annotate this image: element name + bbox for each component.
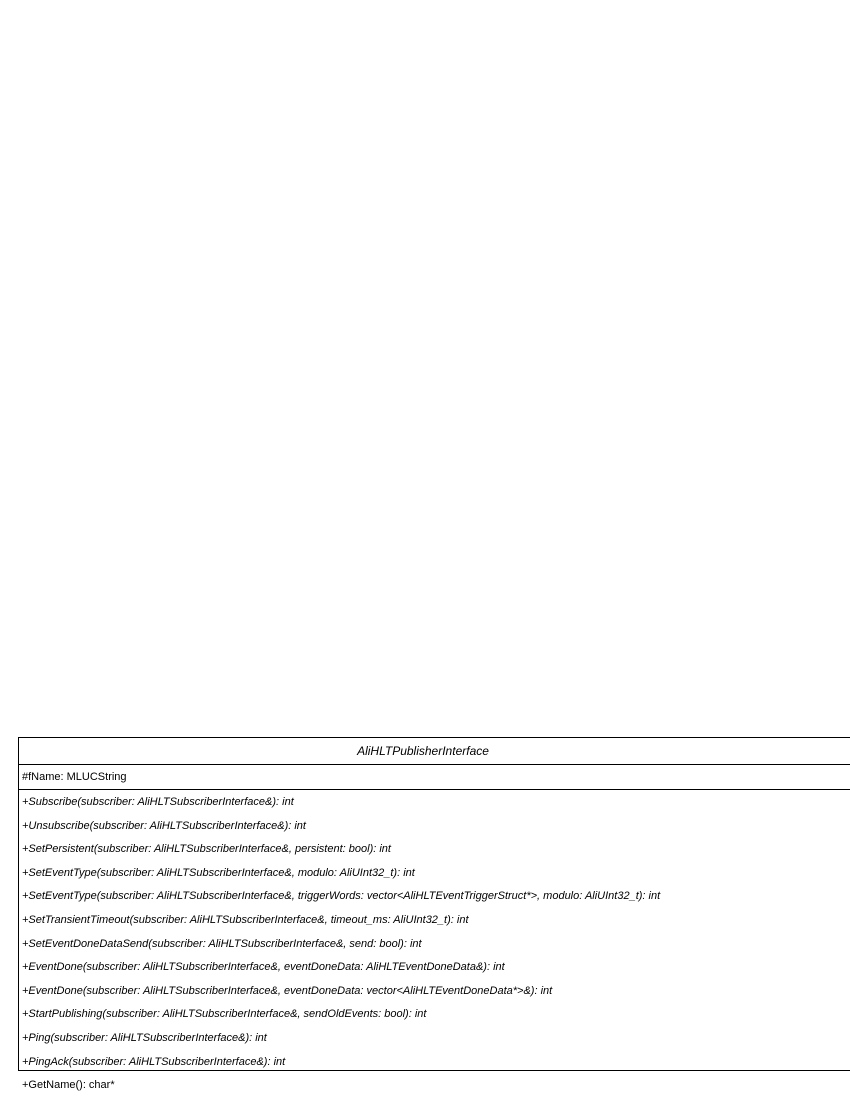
- class-name: AliHLTPublisherInterface: [19, 738, 850, 765]
- operation-row: +SetTransientTimeout(subscriber: AliHLTSubscriberInterface&, timeout_ms: AliUInt32_t): int: [22, 913, 469, 926]
- operation-row: +EventDone(subscriber: AliHLTSubscriberInterface&, eventDoneData: vector<AliHLTEventDoneData*>&): int: [22, 984, 553, 997]
- operation-row: +GetName(): char*: [22, 1079, 115, 1092]
- operations-compartment: [19, 790, 850, 1098]
- operation-row: +Unsubscribe(subscriber: AliHLTSubscriberInterface&): int: [22, 819, 306, 832]
- operation-row: +Ping(subscriber: AliHLTSubscriberInterface&): int: [22, 1031, 267, 1044]
- operation-row: +SetPersistent(subscriber: AliHLTSubscriberInterface&, persistent: bool): int: [22, 843, 391, 856]
- operation-row: +PingAck(subscriber: AliHLTSubscriberInterface&): int: [22, 1055, 286, 1068]
- uml-class-box: [18, 737, 850, 1092]
- operation-row: +SetEventDoneDataSend(subscriber: AliHLTSubscriberInterface&, send: bool): int: [22, 937, 422, 950]
- operation-row: +SetEventType(subscriber: AliHLTSubscriberInterface&, modulo: AliUInt32_t): int: [22, 866, 415, 879]
- attribute-row: #fName: MLUCString: [22, 771, 127, 783]
- attributes-compartment: [19, 765, 850, 790]
- operation-row: +SetEventType(subscriber: AliHLTSubscriberInterface&, triggerWords: vector<AliHLTEventTriggerStruct*>, modulo: AliUInt32_t): int: [22, 890, 661, 903]
- operation-row: +StartPublishing(subscriber: AliHLTSubscriberInterface&, sendOldEvents: bool): int: [22, 1008, 427, 1021]
- operation-row: +EventDone(subscriber: AliHLTSubscriberInterface&, eventDoneData: AliHLTEventDoneData&): int: [22, 961, 505, 974]
- operation-row: +Subscribe(subscriber: AliHLTSubscriberInterface&): int: [22, 796, 294, 808]
